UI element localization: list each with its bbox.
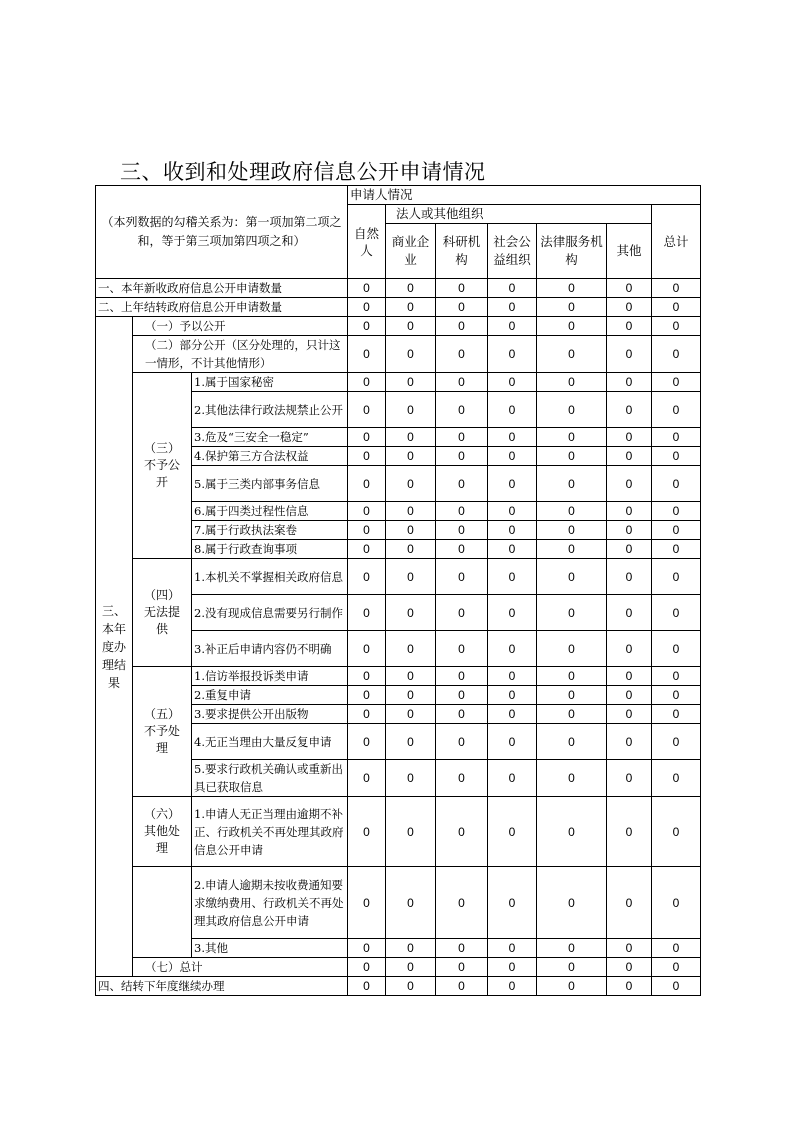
cell-g5_2-natural: 0 [348, 686, 386, 705]
cell-g4_3-other: 0 [607, 631, 652, 667]
table-row [96, 279, 701, 298]
cell-g4_1-other: 0 [607, 559, 652, 595]
cell-g5_3-other: 0 [607, 705, 652, 724]
table-row [96, 336, 701, 373]
cell-r2-other: 0 [607, 298, 652, 317]
cell-g7-social: 0 [488, 958, 537, 977]
cell-g4_3-total: 0 [652, 631, 701, 667]
cell-r1-total: 0 [652, 279, 701, 298]
cell-g5_2-other: 0 [607, 686, 652, 705]
cell-g3_1-commercial: 0 [386, 373, 436, 392]
cell-r4-legal-service: 0 [537, 977, 607, 996]
row-label-g3_8: 8.属于行政查询事项 [192, 540, 348, 559]
cell-g6_1-legal-service: 0 [537, 797, 607, 867]
table-row [96, 958, 701, 977]
cell-g6_1-other: 0 [607, 797, 652, 867]
cell-g3_7-social: 0 [488, 521, 537, 540]
cell-g4_1-total: 0 [652, 559, 701, 595]
cell-g6_3-total: 0 [652, 939, 701, 958]
cell-r1-research: 0 [436, 279, 488, 298]
cell-g4_2-total: 0 [652, 595, 701, 631]
cell-r4-research: 0 [436, 977, 488, 996]
cell-g3_5-total: 0 [652, 466, 701, 502]
social-header: 社会公益组织 [488, 224, 537, 279]
cell-g4_1-social: 0 [488, 559, 537, 595]
cell-g3_6-research: 0 [436, 502, 488, 521]
cell-g6_2-legal-service: 0 [537, 867, 607, 939]
legal-service-header: 法律服务机构 [537, 224, 607, 279]
cell-g5_1-total: 0 [652, 667, 701, 686]
cell-g2-social: 0 [488, 336, 537, 373]
cell-g3_6-social: 0 [488, 502, 537, 521]
row-label-g1: （一）予以公开 [133, 317, 348, 336]
row-label-g3_2: 2.其他法律行政法规禁止公开 [192, 392, 348, 428]
cell-g3_5-research: 0 [436, 466, 488, 502]
cell-g3_1-social: 0 [488, 373, 537, 392]
cell-g2-natural: 0 [348, 336, 386, 373]
cell-g3_8-total: 0 [652, 540, 701, 559]
row-label-g6_3: 3.其他 [192, 939, 348, 958]
research-header: 科研机构 [436, 224, 488, 279]
cell-g4_2-other: 0 [607, 595, 652, 631]
cell-g3_2-research: 0 [436, 392, 488, 428]
row-label-g4_2: 2.没有现成信息需要另行制作 [192, 595, 348, 631]
cell-g3_6-legal-service: 0 [537, 502, 607, 521]
table-row [96, 298, 701, 317]
cell-g4_3-natural: 0 [348, 631, 386, 667]
row-label-g3_7: 7.属于行政执法案卷 [192, 521, 348, 540]
cell-g1-research: 0 [436, 317, 488, 336]
row-label-r4: 四、结转下年度继续办理 [96, 977, 348, 996]
cell-g5_1-social: 0 [488, 667, 537, 686]
cell-g5_5-total: 0 [652, 760, 701, 797]
cell-g3_4-other: 0 [607, 447, 652, 466]
cell-g5_1-commercial: 0 [386, 667, 436, 686]
cell-g6_3-social: 0 [488, 939, 537, 958]
cell-g4_3-social: 0 [488, 631, 537, 667]
cell-g5_1-natural: 0 [348, 667, 386, 686]
row-label-g3_4: 4.保护第三方合法权益 [192, 447, 348, 466]
cell-r2-commercial: 0 [386, 298, 436, 317]
foi-application-table [95, 185, 701, 996]
cell-g4_1-natural: 0 [348, 559, 386, 595]
cell-g3_7-research: 0 [436, 521, 488, 540]
cell-g6_1-social: 0 [488, 797, 537, 867]
cell-r1-natural: 0 [348, 279, 386, 298]
cell-g3_2-natural: 0 [348, 392, 386, 428]
cell-g3_7-commercial: 0 [386, 521, 436, 540]
cell-g3_4-natural: 0 [348, 447, 386, 466]
cell-g5_3-social: 0 [488, 705, 537, 724]
cell-g3_3-legal-service: 0 [537, 428, 607, 447]
row-label-g5_5: 5.要求行政机关确认或重新出具已获取信息 [192, 760, 348, 797]
cell-g7-natural: 0 [348, 958, 386, 977]
group-4-label: （四）无法提供 [133, 559, 192, 667]
cell-g6_3-other: 0 [607, 939, 652, 958]
cell-g3_7-natural: 0 [348, 521, 386, 540]
cell-g3_4-research: 0 [436, 447, 488, 466]
cell-g6_2-social: 0 [488, 867, 537, 939]
cell-r4-social: 0 [488, 977, 537, 996]
cell-g4_2-natural: 0 [348, 595, 386, 631]
cell-r1-other: 0 [607, 279, 652, 298]
cell-g6_2-research: 0 [436, 867, 488, 939]
cell-g3_2-legal-service: 0 [537, 392, 607, 428]
cell-g4_1-legal-service: 0 [537, 559, 607, 595]
cell-g5_3-research: 0 [436, 705, 488, 724]
cell-g1-total: 0 [652, 317, 701, 336]
cell-r2-total: 0 [652, 298, 701, 317]
row-label-g4_1: 1.本机关不掌握相关政府信息 [192, 559, 348, 595]
table-row [96, 317, 701, 336]
cell-g5_3-legal-service: 0 [537, 705, 607, 724]
cell-g3_4-total: 0 [652, 447, 701, 466]
cell-g1-legal-service: 0 [537, 317, 607, 336]
cell-g2-total: 0 [652, 336, 701, 373]
cell-g4_2-social: 0 [488, 595, 537, 631]
cell-g3_4-legal-service: 0 [537, 447, 607, 466]
cell-r2-natural: 0 [348, 298, 386, 317]
cell-g1-commercial: 0 [386, 317, 436, 336]
cell-g5_1-research: 0 [436, 667, 488, 686]
cell-g4_2-research: 0 [436, 595, 488, 631]
cell-g5_4-total: 0 [652, 724, 701, 760]
cell-g5_1-legal-service: 0 [537, 667, 607, 686]
row-label-g5_1: 1.信访举报投诉类申请 [192, 667, 348, 686]
row-label-r2: 二、上年结转政府信息公开申请数量 [96, 298, 348, 317]
cell-g4_3-legal-service: 0 [537, 631, 607, 667]
cell-r2-social: 0 [488, 298, 537, 317]
cell-g4_2-commercial: 0 [386, 595, 436, 631]
cell-g3_3-social: 0 [488, 428, 537, 447]
cell-g3_4-commercial: 0 [386, 447, 436, 466]
cell-g5_3-commercial: 0 [386, 705, 436, 724]
group-5-label: （五）不予处理 [133, 667, 192, 797]
commercial-header: 商业企业 [386, 224, 436, 279]
row-label-g4_3: 3.补正后申请内容仍不明确 [192, 631, 348, 667]
cell-r4-natural: 0 [348, 977, 386, 996]
cell-g7-other: 0 [607, 958, 652, 977]
row-label-r1: 一、本年新收政府信息公开申请数量 [96, 279, 348, 298]
cell-r4-total: 0 [652, 977, 701, 996]
cell-g3_3-natural: 0 [348, 428, 386, 447]
cell-r2-research: 0 [436, 298, 488, 317]
cell-g3_6-natural: 0 [348, 502, 386, 521]
table-row [96, 559, 701, 595]
cell-g3_2-social: 0 [488, 392, 537, 428]
row-label-g5_4: 4.无正当理由大量反复申请 [192, 724, 348, 760]
cell-g3_8-social: 0 [488, 540, 537, 559]
row-label-g3_1: 1.属于国家秘密 [192, 373, 348, 392]
cell-r4-other: 0 [607, 977, 652, 996]
table-note: （本列数据的勾稽关系为：第一项加第二项之和，等于第三项加第四项之和） [96, 186, 348, 279]
row-label-g5_2: 2.重复申请 [192, 686, 348, 705]
cell-g5_2-commercial: 0 [386, 686, 436, 705]
cell-g6_2-total: 0 [652, 867, 701, 939]
cell-g3_5-legal-service: 0 [537, 466, 607, 502]
cell-g5_2-total: 0 [652, 686, 701, 705]
cell-g5_5-legal-service: 0 [537, 760, 607, 797]
cell-g6_3-research: 0 [436, 939, 488, 958]
cell-g3_7-legal-service: 0 [537, 521, 607, 540]
cell-r2-legal-service: 0 [537, 298, 607, 317]
cell-g3_3-commercial: 0 [386, 428, 436, 447]
group-3-label: （三）不予公开 [133, 373, 192, 559]
cell-g5_2-legal-service: 0 [537, 686, 607, 705]
cell-g3_3-research: 0 [436, 428, 488, 447]
cell-g3_5-commercial: 0 [386, 466, 436, 502]
table-row [96, 373, 701, 392]
cell-g5_5-social: 0 [488, 760, 537, 797]
table-row [96, 977, 701, 996]
table-row [96, 867, 701, 939]
cell-g6_2-commercial: 0 [386, 867, 436, 939]
cell-g3_5-other: 0 [607, 466, 652, 502]
cell-g3_2-commercial: 0 [386, 392, 436, 428]
row-label-g3_6: 6.属于四类过程性信息 [192, 502, 348, 521]
cell-g7-total: 0 [652, 958, 701, 977]
cell-g6_2-natural: 0 [348, 867, 386, 939]
cell-g5_5-commercial: 0 [386, 760, 436, 797]
cell-g5_4-legal-service: 0 [537, 724, 607, 760]
cell-g5_4-social: 0 [488, 724, 537, 760]
cell-r1-social: 0 [488, 279, 537, 298]
cell-g3_5-social: 0 [488, 466, 537, 502]
cell-g6_3-natural: 0 [348, 939, 386, 958]
cell-g3_1-other: 0 [607, 373, 652, 392]
cell-g7-commercial: 0 [386, 958, 436, 977]
cell-g2-legal-service: 0 [537, 336, 607, 373]
cell-g7-legal-service: 0 [537, 958, 607, 977]
cell-g1-other: 0 [607, 317, 652, 336]
cell-g5_2-social: 0 [488, 686, 537, 705]
cell-g5_5-natural: 0 [348, 760, 386, 797]
row-label-g2: （二）部分公开（区分处理的，只计这一情形，不计其他情形） [133, 336, 348, 373]
cell-g3_1-total: 0 [652, 373, 701, 392]
cell-g6_1-commercial: 0 [386, 797, 436, 867]
cell-g4_3-commercial: 0 [386, 631, 436, 667]
cell-g3_1-legal-service: 0 [537, 373, 607, 392]
row-label-g5_3: 3.要求提供公开出版物 [192, 705, 348, 724]
cell-g5_5-research: 0 [436, 760, 488, 797]
cell-g6_1-research: 0 [436, 797, 488, 867]
cell-g5_5-other: 0 [607, 760, 652, 797]
cell-g2-commercial: 0 [386, 336, 436, 373]
cell-g6_2-other: 0 [607, 867, 652, 939]
cell-g2-research: 0 [436, 336, 488, 373]
cell-g3_8-commercial: 0 [386, 540, 436, 559]
other-header: 其他 [607, 224, 652, 279]
cell-g5_3-total: 0 [652, 705, 701, 724]
cell-g6_3-legal-service: 0 [537, 939, 607, 958]
cell-g5_2-research: 0 [436, 686, 488, 705]
cell-g6_1-natural: 0 [348, 797, 386, 867]
group-6-label: （六）其他处理 [133, 797, 192, 867]
cell-g3_4-social: 0 [488, 447, 537, 466]
legal-group-header: 法人或其他组织 [386, 205, 652, 224]
page-title: 三、收到和处理政府信息公开申请情况 [120, 160, 486, 184]
table-row [96, 797, 701, 867]
cell-g3_2-other: 0 [607, 392, 652, 428]
natural-person-header: 自然人 [348, 205, 386, 279]
cell-g3_8-natural: 0 [348, 540, 386, 559]
cell-g5_3-natural: 0 [348, 705, 386, 724]
cell-g2-other: 0 [607, 336, 652, 373]
cell-g6_3-commercial: 0 [386, 939, 436, 958]
cell-g7-research: 0 [436, 958, 488, 977]
group-6-blank [133, 867, 192, 958]
cell-r1-legal-service: 0 [537, 279, 607, 298]
cell-g1-social: 0 [488, 317, 537, 336]
cell-g6_1-total: 0 [652, 797, 701, 867]
cell-g5_4-other: 0 [607, 724, 652, 760]
cell-g3_8-research: 0 [436, 540, 488, 559]
cell-g4_1-research: 0 [436, 559, 488, 595]
applicant-header: 申请人情况 [348, 186, 701, 205]
row-label-g6_2: 2.申请人逾期未按收费通知要求缴纳费用、行政机关不再处理其政府信息公开申请 [192, 867, 348, 939]
cell-g3_5-natural: 0 [348, 466, 386, 502]
cell-g3_8-legal-service: 0 [537, 540, 607, 559]
cell-g3_1-natural: 0 [348, 373, 386, 392]
cell-g5_4-natural: 0 [348, 724, 386, 760]
row-label-g3_3: 3.危及“三安全一稳定” [192, 428, 348, 447]
cell-g3_3-other: 0 [607, 428, 652, 447]
cell-r4-commercial: 0 [386, 977, 436, 996]
row-label-g7: （七）总计 [133, 958, 348, 977]
cell-g3_6-total: 0 [652, 502, 701, 521]
cell-g4_3-research: 0 [436, 631, 488, 667]
section-3-label: 三、本年度办理结果 [96, 317, 133, 977]
cell-g3_6-commercial: 0 [386, 502, 436, 521]
cell-g4_1-commercial: 0 [386, 559, 436, 595]
cell-g3_7-other: 0 [607, 521, 652, 540]
cell-g3_3-total: 0 [652, 428, 701, 447]
cell-g5_1-other: 0 [607, 667, 652, 686]
cell-g1-natural: 0 [348, 317, 386, 336]
cell-g3_1-research: 0 [436, 373, 488, 392]
row-label-g6_1: 1.申请人无正当理由逾期不补正、行政机关不再处理其政府信息公开申请 [192, 797, 348, 867]
cell-g3_6-other: 0 [607, 502, 652, 521]
cell-g5_4-research: 0 [436, 724, 488, 760]
table-row [96, 667, 701, 686]
cell-g4_2-legal-service: 0 [537, 595, 607, 631]
cell-r1-commercial: 0 [386, 279, 436, 298]
cell-g3_2-total: 0 [652, 392, 701, 428]
total-header: 总计 [652, 205, 701, 279]
row-label-g3_5: 5.属于三类内部事务信息 [192, 466, 348, 502]
cell-g5_4-commercial: 0 [386, 724, 436, 760]
cell-g3_8-other: 0 [607, 540, 652, 559]
cell-g3_7-total: 0 [652, 521, 701, 540]
